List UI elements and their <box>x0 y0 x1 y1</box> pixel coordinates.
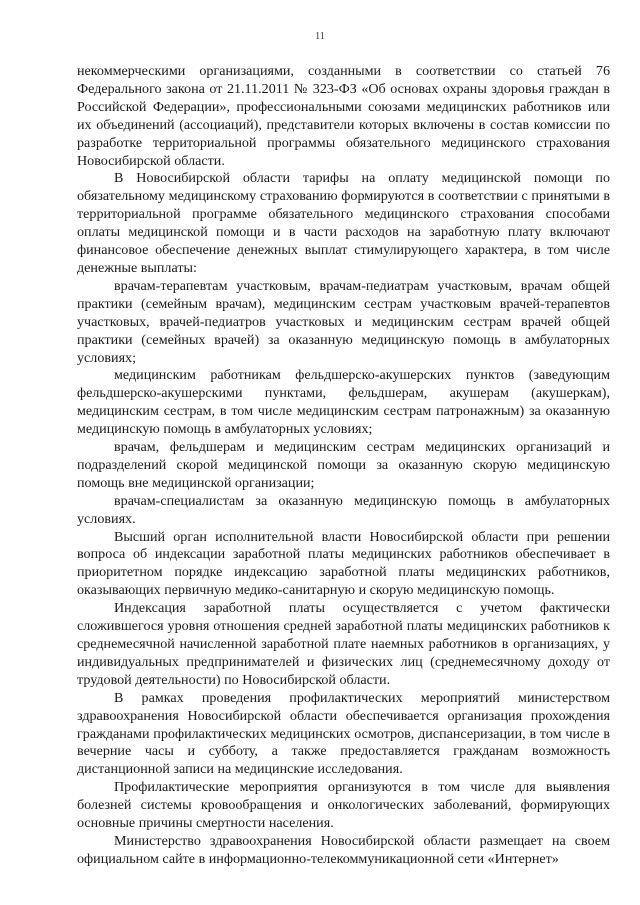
paragraph: некоммерческими организациями, созданными в соответствии со статьей 76 Федерального закона от 21.11.2011 № 323-ФЗ «Об основах охраны здоровья граждан в Российской Федерации», профессиональными союзами медицинских работников или их объединений (ассоциаций), представители которых включены в состав комиссии по разработке территориальной программы обязательного медицинского страхования Новосибирской области. <box>77 63 610 169</box>
paragraph: Высший орган исполнительной власти Новосибирской области при решении вопроса об индексации заработной платы медицинских работников обеспечивает в приоритетном порядке индексацию заработной платы медицинских работников, оказывающих первичную медико-санитарную и скорую медицинскую помощь. <box>77 528 610 599</box>
paragraph: врачам-специалистам за оказанную медицинскую помощь в амбулаторных условиях. <box>77 492 610 527</box>
paragraph: врачам-терапевтам участковым, врачам-педиатрам участковым, врачам общей практики (семейным врачам), медицинским сестрам участковым врачей-терапевтов участковых, врачей-педиатров участковых и медицинским сестрам врачей общей практики (семейных врачей) за оказанную медицинскую помощь в амбулаторных условиях; <box>77 277 610 366</box>
document-body <box>77 63 610 869</box>
paragraph: Индексация заработной платы осуществляется с учетом фактически сложившегося уровня отношения средней заработной платы медицинских работников к среднемесячной начисленной заработной плате наемных работников в организациях, у индивидуальных предпринимателей и физических лиц (среднемесячному доходу от трудовой деятельности) по Новосибирской области. <box>77 600 610 688</box>
paragraph: врачам, фельдшерам и медицинским сестрам медицинских организаций и подразделений скорой медицинской помощи за оказанную скорую медицинскую помощь вне медицинской организации; <box>77 439 610 491</box>
page-number: 11 <box>315 31 325 42</box>
paragraph: В Новосибирской области тарифы на оплату медицинской помощи по обязательному медицинскому страхованию формируются в соответствии с принятыми в территориальной программе обязательного медицинского страхования способами оплаты медицинской помощи и в части расходов на заработную плату включают финансовое обеспечение денежных выплат стимулирующего характера, в том числе денежные выплаты: <box>77 170 610 276</box>
paragraph: Профилактические мероприятия организуются в том числе для выявления болезней системы кровообращения и онкологических заболеваний, формирующих основные причины смертности населения. <box>77 779 610 832</box>
paragraph: В рамках проведения профилактических мероприятий министерством здравоохранения Новосибирской области обеспечивается организация прохождения гражданами профилактических медицинских осмотров, диспансеризации, в том числе в вечерние часы и субботу, а также предоставляется гражданам возможность дистанционной записи на медицинские исследования. <box>77 689 610 778</box>
paragraph: Министерство здравоохранения Новосибирской области размещает на своем официальном сайте в информационно-телекоммуникационной сети «Интернет» <box>77 832 610 867</box>
paragraph: медицинским работникам фельдшерско-акушерских пунктов (заведующим фельдшерско-акушерскими пунктами, фельдшерам, акушерам (акушеркам), медицинским сестрам, в том числе медицинским сестрам патронажным) за оказанную медицинскую помощь в амбулаторных условиях; <box>77 367 610 438</box>
